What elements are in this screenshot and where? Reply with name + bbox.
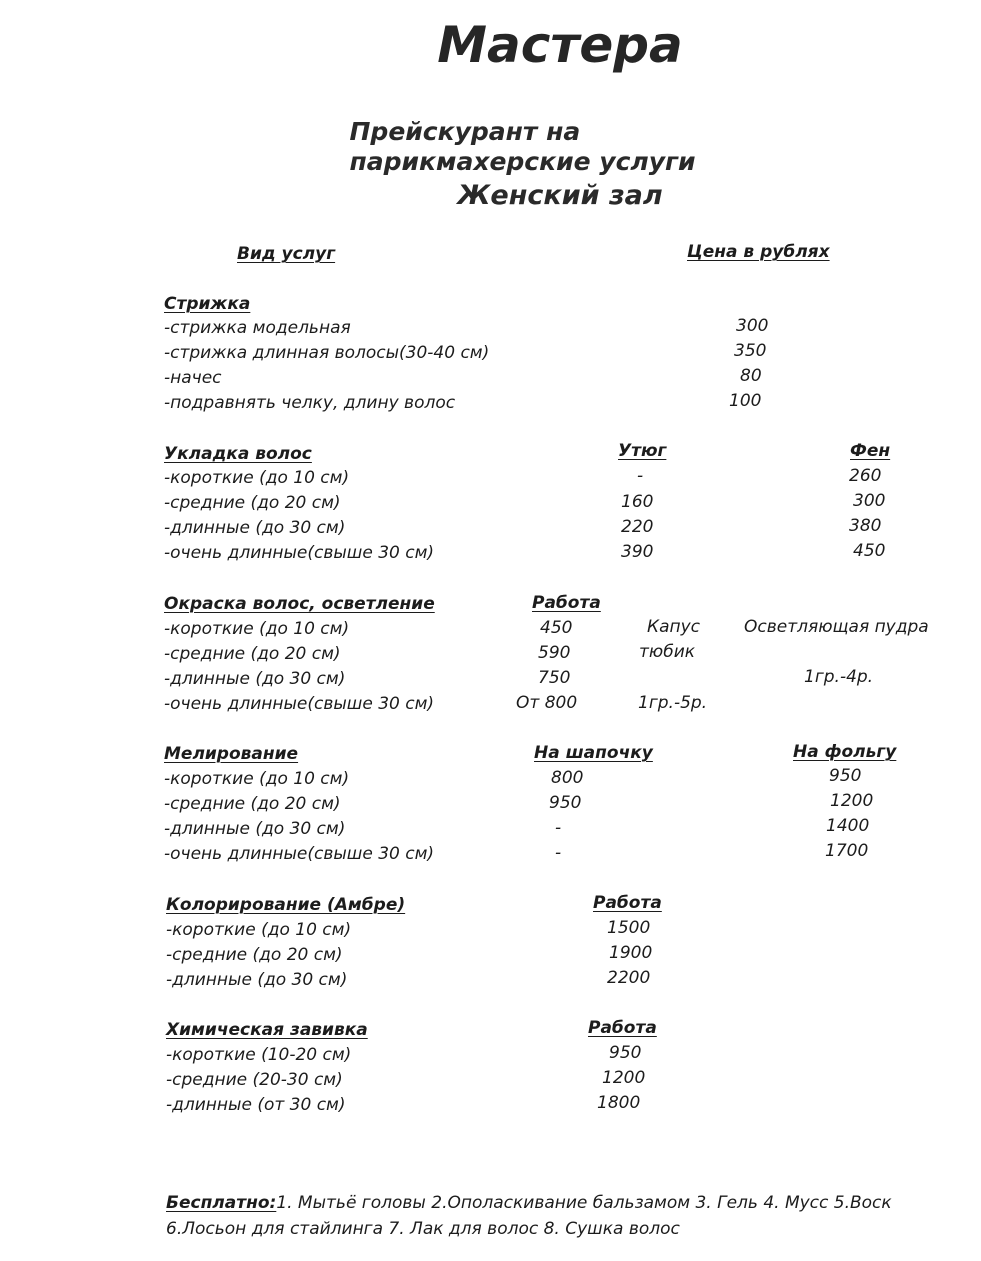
table-row-label: -очень длинные(свыше 30 см) (164, 844, 435, 864)
table-row-label: -очень длинные(свыше 30 см) (164, 543, 435, 563)
free-services (166, 1190, 966, 1242)
table-row-label: -короткие (10-20 см) (166, 1045, 352, 1065)
price-value: 950 (609, 1043, 642, 1063)
styling-section-title: Укладка волос (164, 444, 312, 464)
price-value: 380 (849, 516, 882, 536)
price-value: 390 (621, 542, 654, 562)
kapus-label: Капус (647, 617, 701, 637)
price-value: 450 (540, 618, 573, 638)
price-value: 750 (538, 668, 571, 688)
price-value: 1800 (597, 1093, 641, 1113)
free-services-label: Бесплатно: (166, 1193, 277, 1213)
iron-column-header: Утюг (618, 441, 667, 461)
price-value: 80 (740, 366, 762, 386)
table-row-label: -длинные (до 30 см) (164, 819, 346, 839)
price-value: - (637, 466, 644, 486)
table-row-label: -средние (до 20 см) (164, 493, 341, 513)
price-value: 800 (551, 768, 584, 788)
salon-name: Мастера (437, 16, 683, 74)
table-row-label: -длинные (до 30 см) (164, 669, 346, 689)
work-column-header: Работа (588, 1018, 657, 1038)
cap-column-header: На шапочку (534, 743, 653, 763)
hall-title: Женский зал (457, 180, 663, 211)
table-row-label: -короткие (до 10 см) (164, 468, 350, 488)
price-value: 260 (849, 466, 882, 486)
price-value: 300 (853, 491, 886, 511)
table-row-label: -средние (20-30 см) (166, 1070, 343, 1090)
list-item: -стрижка длинная волосы(30-40 см) (164, 343, 490, 363)
highlighting-section-title: Мелирование (164, 744, 299, 764)
work-column-header: Работа (532, 593, 601, 613)
price-value: 350 (734, 341, 767, 361)
price-value: - (555, 843, 562, 863)
table-row-label: -длинные (до 30 см) (164, 518, 346, 538)
coloring-section-title: Окраска волос, осветление (164, 594, 435, 614)
ombre-section-title: Колорирование (Амбре) (166, 895, 406, 915)
dryer-column-header: Фен (850, 441, 891, 461)
table-row-label: -очень длинные(свыше 30 см) (164, 694, 435, 714)
price-column-header: Цена в рублях (687, 242, 830, 262)
price-value: 1900 (609, 943, 653, 963)
list-item: -начес (164, 368, 222, 388)
table-row-label: -средние (до 20 см) (164, 794, 341, 814)
price-list-title: Прейскурант на парикмахерские услуги (349, 117, 696, 176)
price-value: 1200 (830, 791, 874, 811)
price-value: 1400 (826, 816, 870, 836)
service-column-header: Вид услуг (237, 244, 336, 264)
price-value: 100 (729, 391, 762, 411)
powder-price: 1гр.-4р. (804, 667, 874, 687)
table-row-label: -короткие (до 10 см) (164, 619, 350, 639)
free-services-text: 1. Мытьё головы 2.Ополаскивание бальзамом 3. Гель 4. Мусс 5.Воск 6.Лосьон для стайлинга 7. Лак для волос 8. Сушка волос (166, 1193, 892, 1239)
price-value: - (555, 818, 562, 838)
table-row-label: -средние (до 20 см) (164, 644, 341, 664)
table-row-label: -длинные (до 30 см) (166, 970, 348, 990)
price-value: 2200 (607, 968, 651, 988)
table-row-label: -короткие (до 10 см) (164, 769, 350, 789)
table-row-label: -средние (до 20 см) (166, 945, 343, 965)
price-value: 1700 (825, 841, 869, 861)
powder-label: Осветляющая пудра (744, 617, 929, 637)
tube-label: тюбик (639, 642, 696, 662)
price-value: 220 (621, 517, 654, 537)
price-value: 1200 (602, 1068, 646, 1088)
perm-section-title: Химическая завивка (166, 1020, 368, 1040)
list-item: -подравнять челку, длину волос (164, 393, 456, 413)
haircut-section-title: Стрижка (164, 294, 251, 314)
price-value: 950 (549, 793, 582, 813)
price-value: 950 (829, 766, 862, 786)
price-value: От 800 (516, 693, 578, 713)
foil-column-header: На фольгу (793, 742, 897, 762)
price-value: 160 (621, 492, 654, 512)
kapus-price: 1гр.-5р. (638, 693, 708, 713)
table-row-label: -короткие (до 10 см) (166, 920, 352, 940)
price-value: 300 (736, 316, 769, 336)
price-value: 590 (538, 643, 571, 663)
work-column-header: Работа (593, 893, 662, 913)
price-value: 450 (853, 541, 886, 561)
list-item: -стрижка модельная (164, 318, 351, 338)
table-row-label: -длинные (от 30 см) (166, 1095, 346, 1115)
price-value: 1500 (607, 918, 651, 938)
